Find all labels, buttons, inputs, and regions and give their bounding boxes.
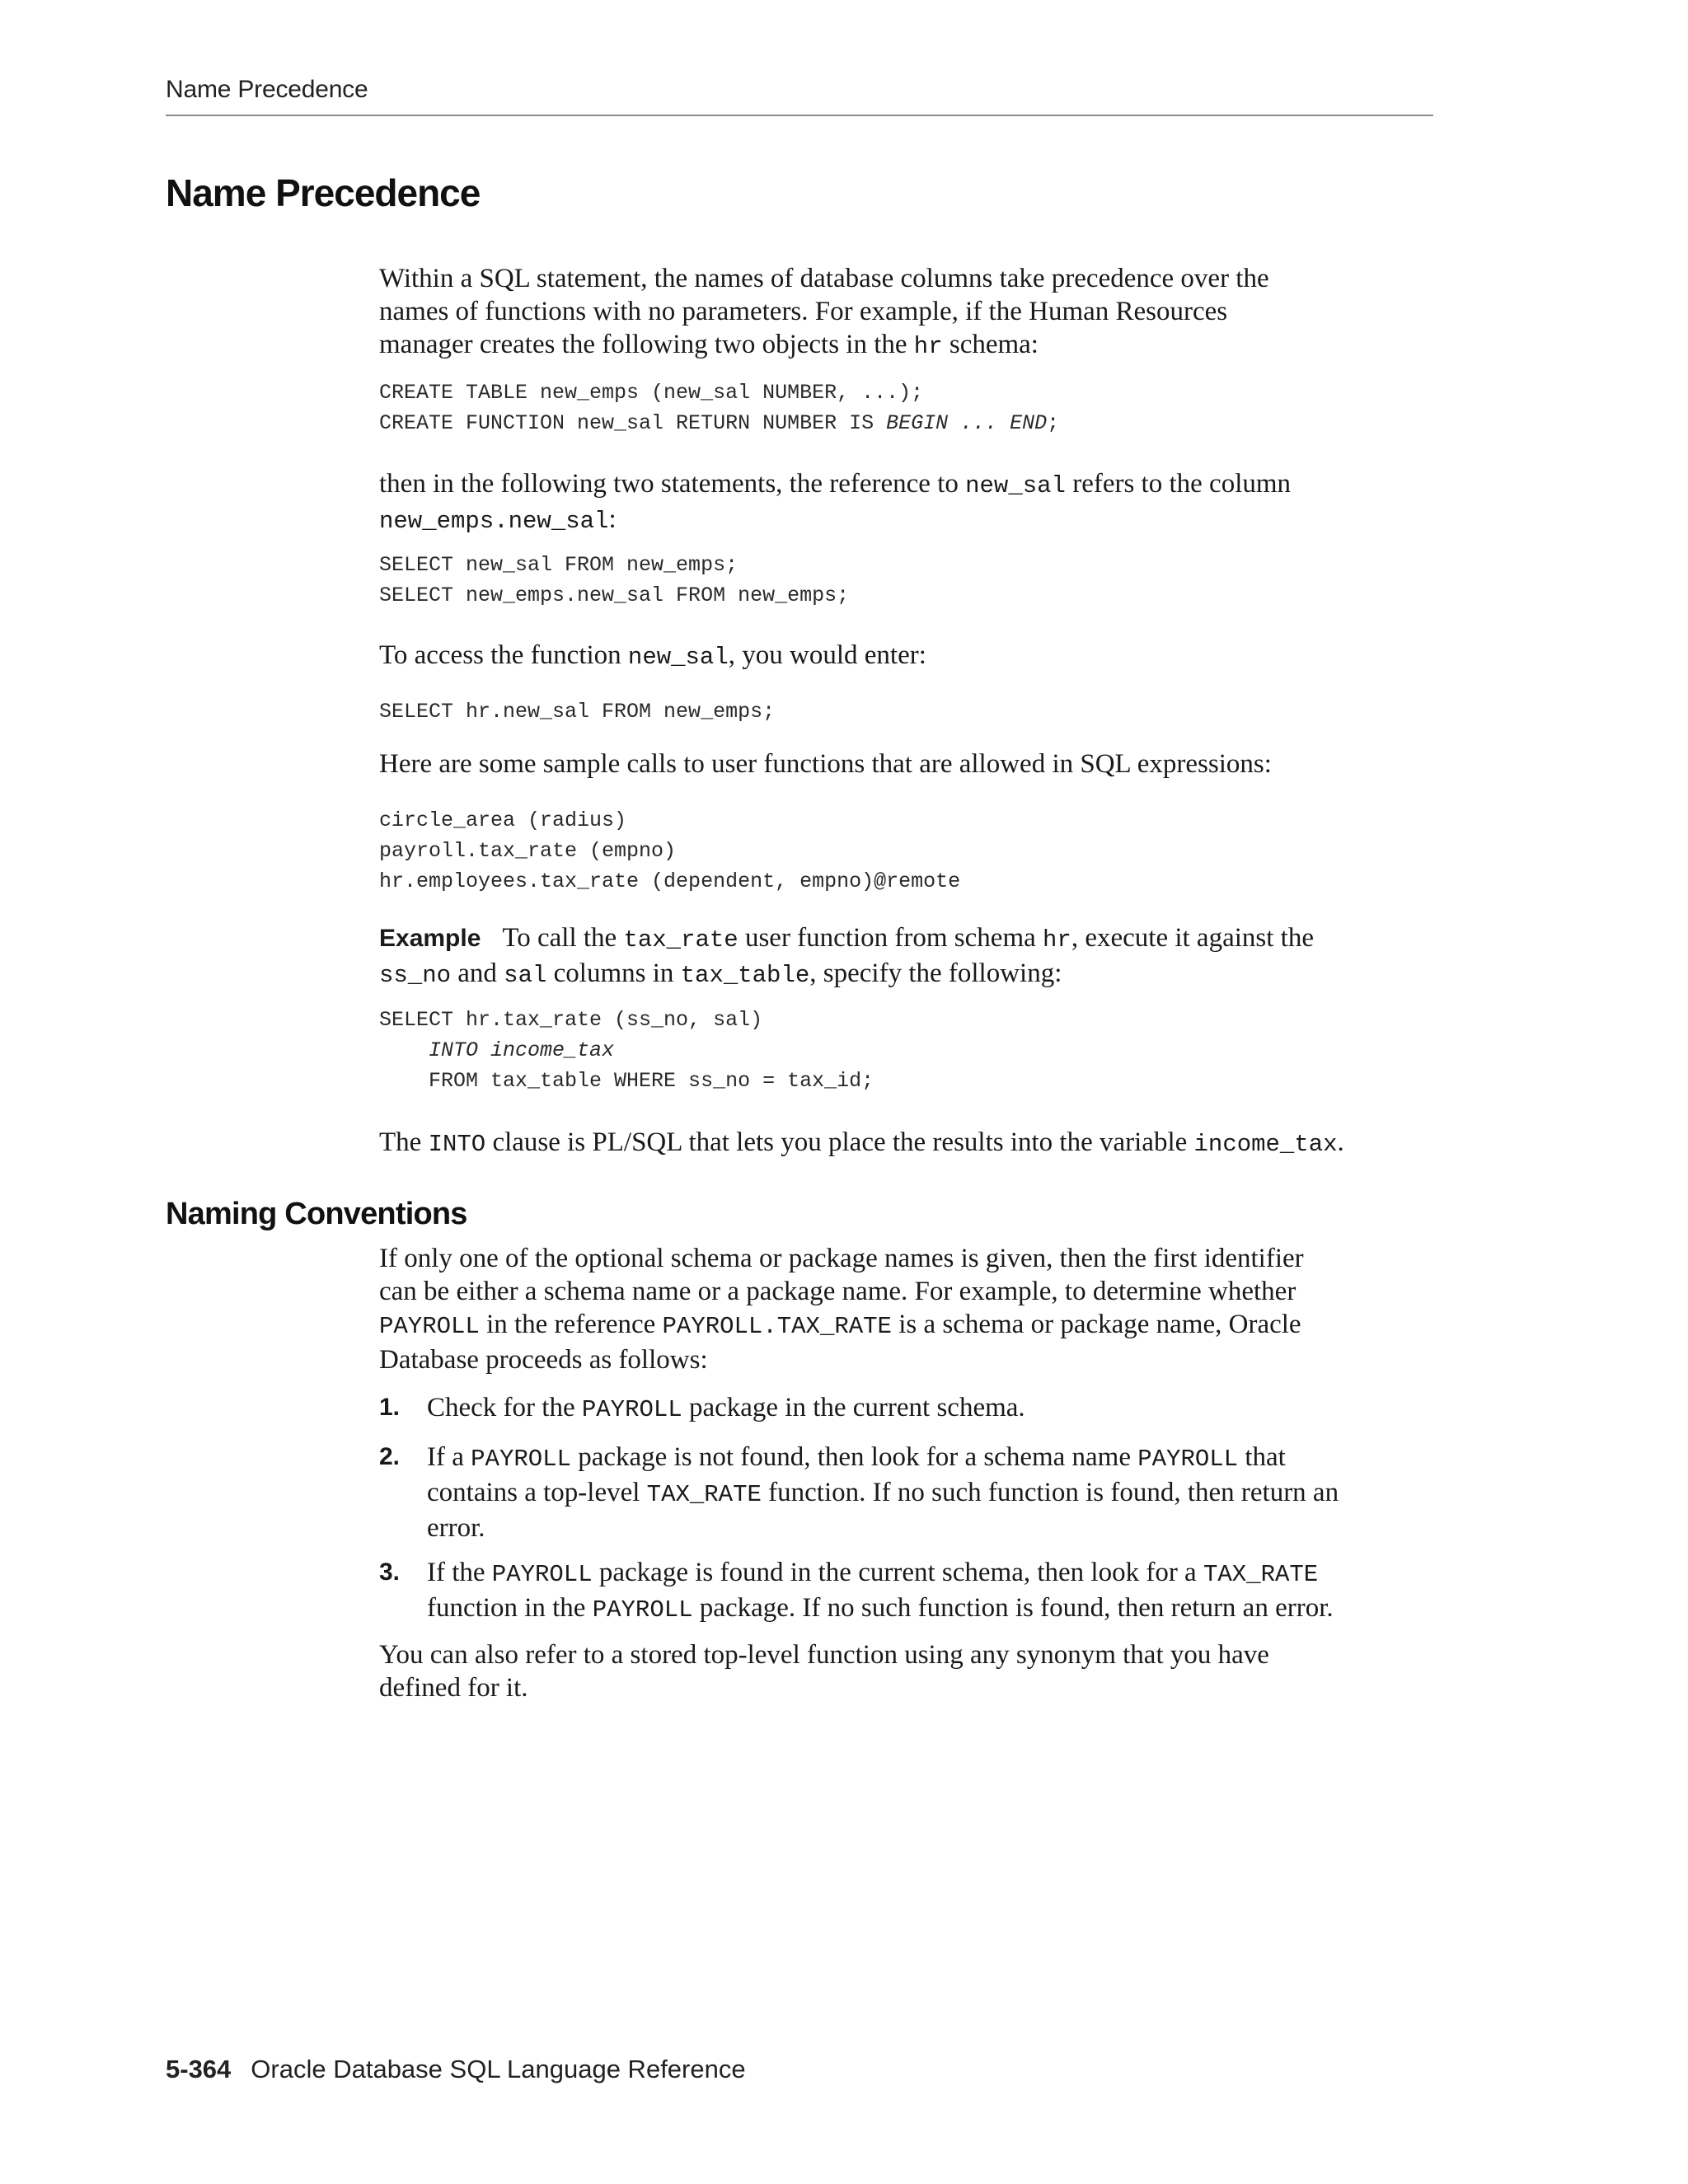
text: Database proceeds as follows: xyxy=(379,1345,708,1375)
text: package is not found, then look for a schema name xyxy=(570,1442,1138,1472)
code-block-sample-calls xyxy=(379,805,1442,897)
inline-code: new_sal xyxy=(965,472,1066,499)
inline-code: income_tax xyxy=(1193,1131,1338,1158)
section-title: Name Precedence xyxy=(166,171,481,214)
inline-code: sal xyxy=(504,962,547,989)
code-italic: INTO income_tax xyxy=(429,1038,615,1062)
inline-code: TAX_RATE xyxy=(646,1481,762,1508)
code-semicolon: ; xyxy=(1047,411,1060,435)
text: function. If no such function is found, then return an xyxy=(761,1478,1339,1507)
code-indent xyxy=(379,1038,429,1062)
paragraph-into-clause xyxy=(379,1126,1442,1161)
inline-code: PAYROLL.TAX_RATE xyxy=(662,1313,892,1340)
example-paragraph xyxy=(379,921,1442,992)
text: is a schema or package name, Oracle xyxy=(891,1310,1301,1339)
code-block-hr-new-sal xyxy=(379,696,1442,727)
inline-code: ss_no xyxy=(379,962,452,989)
text: . xyxy=(1337,1127,1344,1157)
code-block-create xyxy=(379,377,1442,438)
text: To access the function xyxy=(379,640,628,670)
page-number: 5-364 xyxy=(166,2055,232,2083)
inline-code: INTO xyxy=(428,1131,486,1158)
intro-line-2: names of functions with no parameters. For example, if the Human Resources xyxy=(379,297,1228,326)
text: If the xyxy=(427,1558,492,1587)
text: function in the xyxy=(427,1593,593,1623)
step-number: 1. xyxy=(379,1394,401,1421)
code-line: circle_area (radius) xyxy=(379,808,627,832)
text: then in the following two statements, the reference to xyxy=(379,469,966,499)
inline-code: PAYROLL xyxy=(491,1561,593,1588)
code-block-select xyxy=(379,550,1442,611)
text: clause is PL/SQL that lets you place the results into the variable xyxy=(485,1127,1194,1157)
step-list xyxy=(379,1391,1442,1427)
step-list xyxy=(379,1556,1442,1627)
text: If a xyxy=(427,1442,471,1472)
header-rule xyxy=(166,115,1433,116)
text: contains a top-level xyxy=(427,1478,647,1507)
inline-code-hr: hr xyxy=(913,333,943,360)
code-line: SELECT new_emps.new_sal FROM new_emps; xyxy=(379,583,850,607)
closing-paragraph xyxy=(379,1638,1442,1704)
inline-code: PAYROLL xyxy=(379,1313,480,1340)
text: Here are some sample calls to user functions that are allowed in SQL expressions: xyxy=(379,749,1272,779)
book-title: Oracle Database SQL Language Reference xyxy=(251,2055,746,2083)
code-italic: BEGIN ... END xyxy=(886,411,1048,435)
text: user function from schema xyxy=(738,923,1043,953)
page-footer xyxy=(166,2055,746,2084)
code-line: CREATE TABLE new_emps (new_sal NUMBER, ...); xyxy=(379,381,924,405)
inline-code: tax_table xyxy=(680,962,810,989)
text: , you would enter: xyxy=(728,640,926,670)
code-line: SELECT hr.tax_rate (ss_no, sal) xyxy=(379,1008,763,1032)
inline-code: hr xyxy=(1043,926,1071,954)
inline-code: PAYROLL xyxy=(471,1446,571,1473)
subsection-title: Naming Conventions xyxy=(166,1197,467,1231)
text: defined for it. xyxy=(379,1673,528,1703)
intro-line-1: Within a SQL statement, the names of database columns take precedence over the xyxy=(379,264,1269,293)
text: columns in xyxy=(546,958,681,988)
running-header: Name Precedence xyxy=(166,76,368,103)
paragraph-sample-calls xyxy=(379,748,1442,780)
text: in the reference xyxy=(479,1310,663,1339)
list-item xyxy=(379,1556,1442,1627)
inline-code: PAYROLL xyxy=(592,1596,693,1624)
code-line: payroll.tax_rate (empno) xyxy=(379,839,677,863)
paragraph-reference xyxy=(379,467,1442,538)
text: refers to the column xyxy=(1065,469,1292,499)
text: Check for the xyxy=(427,1393,582,1422)
text: that xyxy=(1238,1442,1286,1472)
naming-intro xyxy=(379,1242,1442,1376)
inline-code: new_emps.new_sal xyxy=(379,508,609,535)
text: The xyxy=(379,1127,429,1157)
text: package is found in the current schema, then look for a xyxy=(592,1558,1203,1587)
inline-code: TAX_RATE xyxy=(1203,1561,1319,1588)
code-block-tax-rate xyxy=(379,1005,1442,1096)
text: You can also refer to a stored top-level function using any synonym that you have xyxy=(379,1640,1269,1670)
text: , specify the following: xyxy=(809,958,1062,988)
text: : xyxy=(608,504,617,534)
text: and xyxy=(451,958,504,988)
code-line: hr.employees.tax_rate (dependent, empno)@remote xyxy=(379,869,961,893)
code-line: SELECT hr.new_sal FROM new_emps; xyxy=(379,700,776,724)
step-number: 2. xyxy=(379,1443,401,1470)
inline-code: PAYROLL xyxy=(581,1396,682,1423)
text: error. xyxy=(427,1513,485,1543)
text: To call the xyxy=(502,923,624,953)
code-line: CREATE FUNCTION new_sal RETURN NUMBER IS xyxy=(379,411,887,435)
text: package in the current schema. xyxy=(682,1393,1025,1422)
code-line: FROM tax_table WHERE ss_no = tax_id; xyxy=(379,1069,874,1093)
text: If only one of the optional schema or package names is given, then the first identifier xyxy=(379,1244,1304,1273)
step-list xyxy=(379,1441,1442,1544)
text: can be either a schema name or a package name. For example, to determine whether xyxy=(379,1277,1296,1306)
paragraph-access xyxy=(379,639,1442,674)
list-item xyxy=(379,1391,1442,1427)
text: package. If no such function is found, then return an error. xyxy=(692,1593,1334,1623)
inline-code: tax_rate xyxy=(623,926,738,954)
step-number: 3. xyxy=(379,1558,401,1586)
intro-line-3-end: schema: xyxy=(942,330,1039,359)
inline-code: new_sal xyxy=(627,644,729,671)
inline-code: PAYROLL xyxy=(1137,1446,1239,1473)
code-line: SELECT new_sal FROM new_emps; xyxy=(379,553,738,577)
list-item xyxy=(379,1441,1442,1544)
intro-line-3: manager creates the following two objects in the xyxy=(379,330,914,359)
intro-paragraph xyxy=(379,262,1442,363)
text: , execute it against the xyxy=(1071,923,1314,953)
example-label: Example xyxy=(379,925,481,952)
